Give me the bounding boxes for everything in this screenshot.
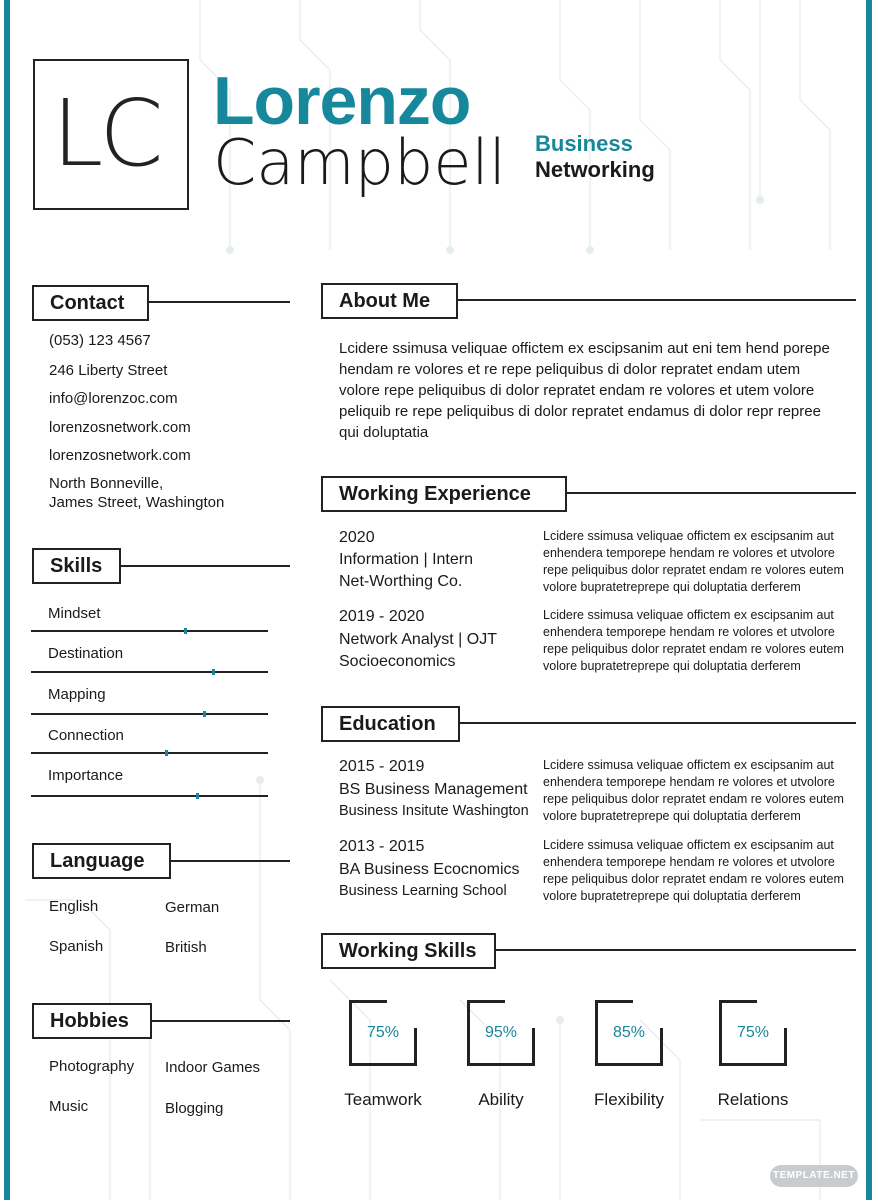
experience-divider bbox=[565, 492, 856, 494]
working-skill-label: Ability bbox=[478, 1090, 524, 1109]
experience-org: Socioeconomics bbox=[339, 653, 456, 670]
education-school: Business Insitute Washington bbox=[339, 803, 529, 819]
language-item: Spanish bbox=[49, 938, 104, 955]
contact-address-line: North Bonneville, bbox=[49, 475, 164, 492]
role-line-2: Networking bbox=[535, 157, 655, 182]
skill-label: Destination bbox=[48, 645, 124, 662]
hobby-item: Blogging bbox=[165, 1100, 224, 1117]
working-skill-percent: 85% bbox=[612, 1024, 646, 1041]
working-skill-percent: 75% bbox=[736, 1024, 770, 1041]
skill-label: Connection bbox=[48, 727, 124, 744]
experience-position: Network Analyst | OJT bbox=[339, 631, 497, 648]
working-skills-divider bbox=[494, 949, 856, 951]
frame-edge bbox=[349, 1063, 417, 1066]
skill-label: Mindset bbox=[48, 605, 101, 622]
skill-level-marker bbox=[212, 669, 215, 675]
frame-edge bbox=[467, 1000, 505, 1003]
working-skill-label: Flexibility bbox=[594, 1090, 664, 1109]
contact-website: lorenzosnetwork.com bbox=[49, 419, 191, 436]
role-line-1: Business bbox=[535, 131, 633, 156]
working-skill-frame bbox=[349, 1000, 417, 1066]
contact-website: lorenzosnetwork.com bbox=[49, 447, 191, 464]
working-skill-percent: 75% bbox=[366, 1024, 400, 1041]
language-divider bbox=[170, 860, 290, 862]
working-skill-frame bbox=[719, 1000, 787, 1066]
contact-street: 246 Liberty Street bbox=[49, 362, 168, 379]
experience-description: Lcidere ssimusa veliquae offictem ex escipsanim aut enhendera temporepe hendam re volores et utvolore repe peliquibus dolor repratet endam re volores eutem volore bupratetreprepe qui doluptatia derferem bbox=[543, 608, 844, 673]
working-skill-frame bbox=[467, 1000, 535, 1066]
right-accent-border bbox=[866, 0, 872, 1200]
working-skill-label: Relations bbox=[717, 1090, 789, 1109]
education-school: Business Learning School bbox=[339, 883, 507, 899]
contact-address-line: James Street, Washington bbox=[49, 494, 225, 511]
frame-edge bbox=[595, 1000, 633, 1003]
experience-org: Net-Worthing Co. bbox=[339, 573, 463, 590]
left-accent-border bbox=[4, 0, 10, 1200]
watermark-badge: TEMPLATE.NET bbox=[770, 1165, 858, 1187]
experience-position: Information | Intern bbox=[339, 551, 473, 568]
education-description: Lcidere ssimusa veliquae offictem ex escipsanim aut enhendera temporepe hendam re volores et utvolore repe peliquibus dolor repratet endam re volores eutem volore bupratetreprepe qui doluptatia derferem bbox=[543, 838, 844, 903]
experience-period: 2020 bbox=[339, 529, 375, 546]
experience-period: 2019 - 2020 bbox=[339, 608, 425, 625]
experience-heading: Working Experience bbox=[321, 476, 567, 512]
skill-label: Mapping bbox=[48, 686, 106, 703]
language-item: English bbox=[49, 898, 99, 915]
working-skill-label: Teamwork bbox=[344, 1090, 422, 1109]
skill-level-marker bbox=[203, 711, 206, 717]
education-period: 2015 - 2019 bbox=[339, 758, 425, 775]
frame-edge bbox=[467, 1063, 535, 1066]
education-period: 2013 - 2015 bbox=[339, 838, 425, 855]
education-degree: BS Business Management bbox=[339, 781, 528, 798]
skill-level-bar bbox=[31, 713, 268, 715]
last-name: Campbell bbox=[213, 126, 506, 199]
hobbies-heading: Hobbies bbox=[32, 1003, 152, 1039]
working-skills-heading: Working Skills bbox=[321, 933, 496, 969]
frame-edge bbox=[719, 1000, 757, 1003]
skill-level-marker bbox=[184, 628, 187, 634]
first-name: Lorenzo bbox=[213, 63, 471, 139]
contact-email: info@lorenzoc.com bbox=[49, 390, 178, 407]
education-degree: BA Business Ecocnomics bbox=[339, 861, 520, 878]
about-text: Lcidere ssimusa veliquae offictem ex escipsanim aut eni tem hend porepe hendam re volores et re repe peliquibus di dolor repratet endam utem volore repe peliquibus di dolor repratet endam re volores et utem volore peliquib re repe peliquibus di dolor repratet endamus di dolor repr repree qui doluptatia bbox=[339, 340, 830, 441]
working-skill-frame bbox=[595, 1000, 663, 1066]
contact-heading: Contact bbox=[32, 285, 149, 321]
skill-level-marker bbox=[196, 793, 199, 799]
about-divider bbox=[456, 299, 856, 301]
hobby-item: Photography bbox=[49, 1058, 135, 1075]
contact-divider bbox=[148, 301, 290, 303]
education-description: Lcidere ssimusa veliquae offictem ex escipsanim aut enhendera temporepe hendam re volores et utvolore repe peliquibus dolor repratet endam re volores eutem volore bupratetreprepe qui doluptatia derferem bbox=[543, 758, 844, 823]
monogram: LC bbox=[52, 80, 160, 187]
hobby-item: Music bbox=[49, 1098, 89, 1115]
language-item: German bbox=[165, 899, 220, 916]
skill-label: Importance bbox=[48, 767, 124, 784]
education-heading: Education bbox=[321, 706, 460, 742]
frame-edge bbox=[349, 1000, 387, 1003]
skill-level-bar bbox=[31, 671, 268, 673]
skill-level-marker bbox=[165, 750, 168, 756]
skills-divider bbox=[120, 565, 290, 567]
working-skill-percent: 95% bbox=[484, 1024, 518, 1041]
frame-edge bbox=[595, 1063, 663, 1066]
language-item: British bbox=[165, 939, 207, 956]
skill-level-bar bbox=[31, 795, 268, 797]
skill-level-bar bbox=[31, 630, 268, 632]
hobby-item: Indoor Games bbox=[165, 1059, 261, 1076]
language-heading: Language bbox=[32, 843, 171, 879]
experience-description: Lcidere ssimusa veliquae offictem ex escipsanim aut enhendera temporepe hendam re volores et utvolore repe peliquibus dolor repratet endam re volores eutem volore bupratetreprepe qui doluptatia derferem bbox=[543, 529, 844, 594]
contact-phone: (053) 123 4567 bbox=[49, 332, 151, 349]
hobbies-divider bbox=[151, 1020, 290, 1022]
skills-heading: Skills bbox=[32, 548, 121, 584]
education-divider bbox=[458, 722, 856, 724]
about-heading: About Me bbox=[321, 283, 458, 319]
frame-edge bbox=[719, 1063, 787, 1066]
skill-level-bar bbox=[31, 752, 268, 754]
